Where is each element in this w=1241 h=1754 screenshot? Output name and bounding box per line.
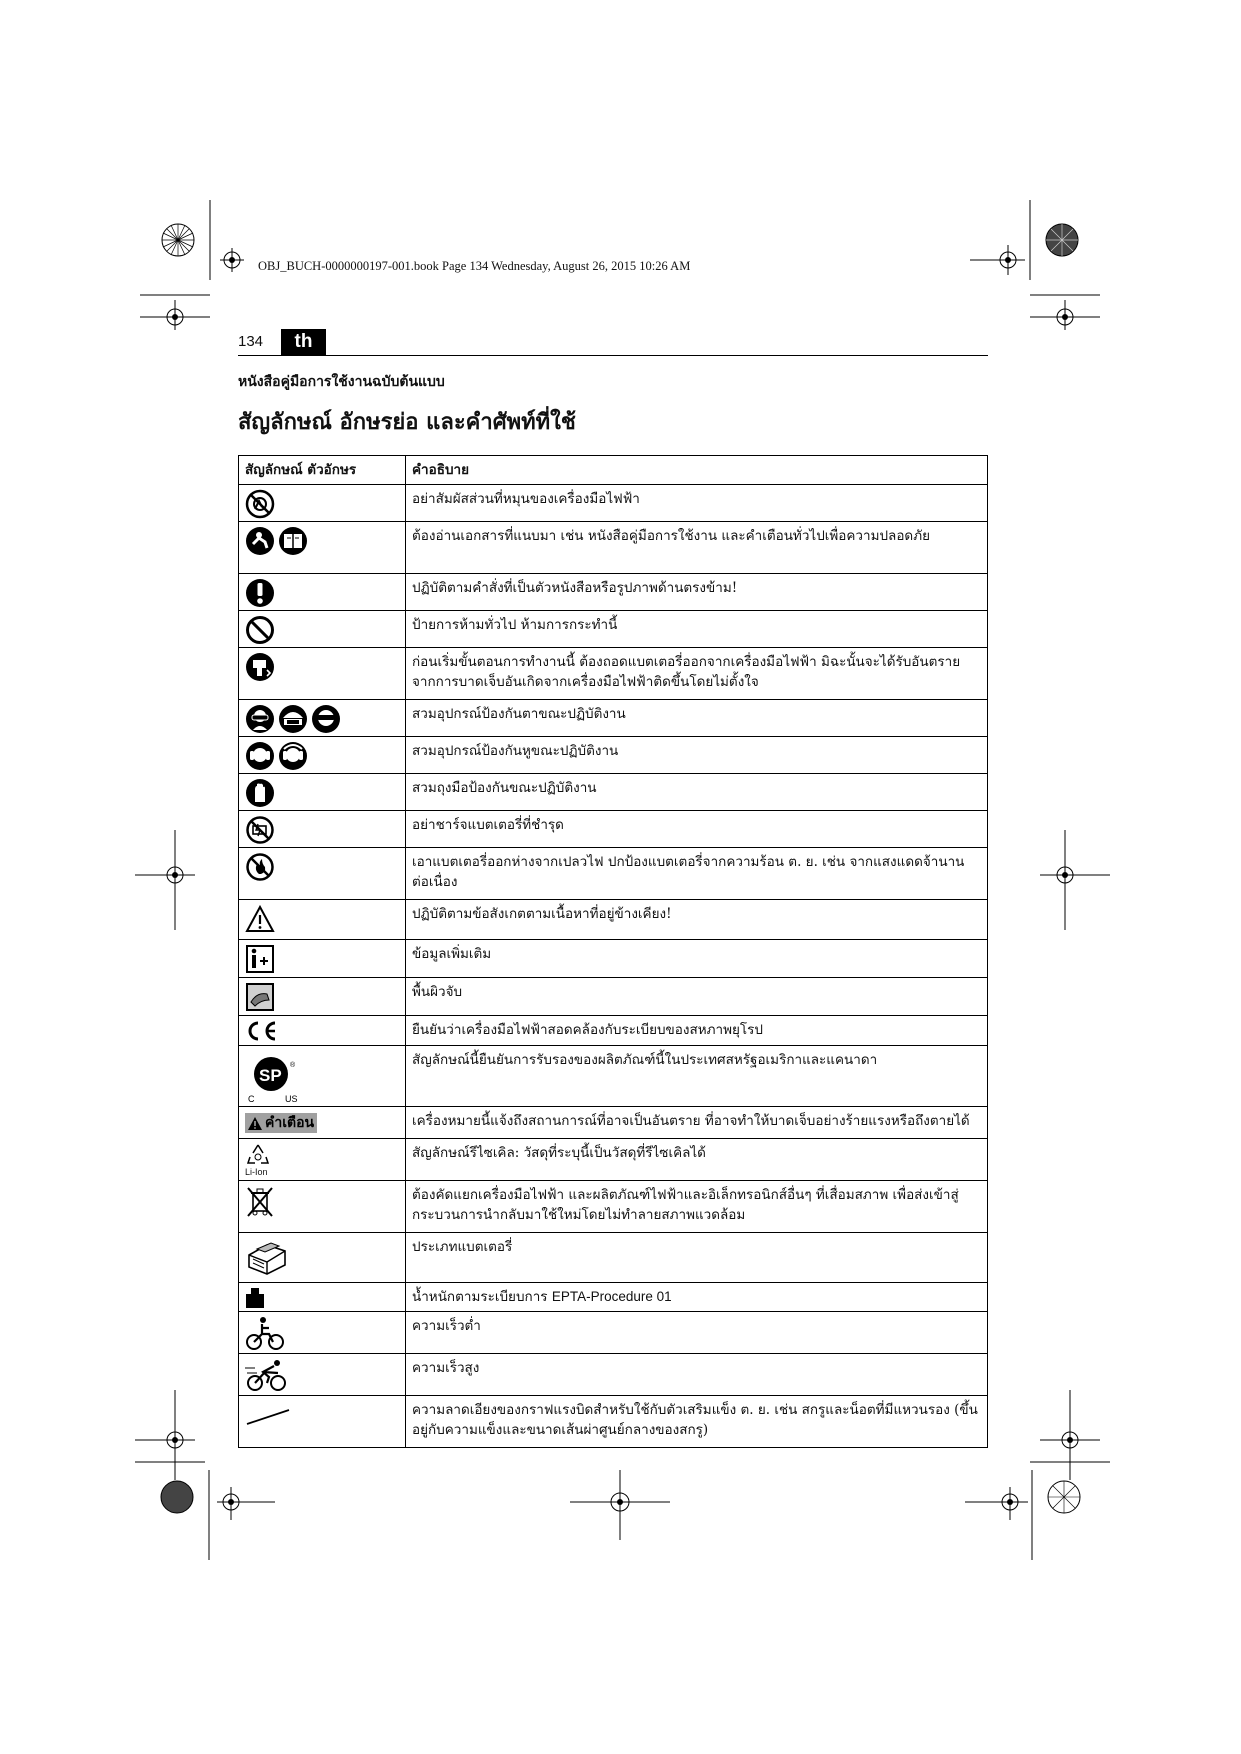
table-row [239,700,988,737]
ear-protection-icon [245,741,311,771]
table-header-row [239,456,988,485]
battery-heat-fire-icon [245,852,275,882]
table-row [239,848,988,900]
row-description [406,1282,988,1311]
row-description: สัญลักษณ์นี้ยืนยันการรับรองของผลิตภัณฑ์นี้ในประเทศสหรัฐอเมริกาและแคนาดา [406,1046,988,1107]
row-description: เครื่องหมายนี้แจ้งถึงสถานการณ์ที่อาจเป็นอันตราย ที่อาจทำให้บาดเจ็บอย่างร้ายแรงหรือถึงตายได้ [406,1107,988,1139]
svg-text:SP: SP [259,1066,282,1085]
symbols-table [238,455,988,1448]
svg-text:US: US [285,1094,298,1104]
page-number: 134 [238,333,264,350]
prohibition-icon [245,615,275,645]
table-row [239,1232,988,1282]
table-row [239,737,988,774]
weee-bin-icon [245,1185,275,1219]
table-row [239,648,988,700]
read-manual-icon [245,526,309,558]
warning-triangle-icon [245,904,275,934]
registration-mark-top-left [140,200,270,330]
table-row [239,485,988,522]
row-description: ปฏิบัติตามข้อสังเกตตามเนื้อหาที่อยู่ข้างเคียง! [406,900,988,940]
row-description: ความเร็วต่ำ [406,1311,988,1353]
row-description: ต้องอ่านเอกสารที่แนบมา เช่น หนังสือคู่มือการใช้งาน และคำเตือนทั่วไปเพื่อความปลอดภัย [406,522,988,574]
row-description: สัญลักษณ์รีไซเคิล: วัสดุที่ระบุนี้เป็นวัสดุที่รีไซเคิลได้ [406,1138,988,1180]
registration-mark-bottom-center [570,1470,670,1540]
table-row [239,1138,988,1180]
row-description: ป้ายการห้ามทั่วไป ห้ามการกระทำนี้ [406,611,988,648]
weight-desc-thai: น้ำหนักตามระเบียบการ [412,1288,552,1305]
row-description: อย่าชาร์จแบตเตอรี่ที่ชำรุด [406,811,988,848]
high-speed-icon [245,1358,289,1392]
row-description: ความลาดเอียงของกราฟแรงบิดสำหรับใช้กับตัวเสริมแข็ง ต. ย. เช่น สกรูและน็อตที่มีแหวนรอง (ขึ้นอยู่กับความแข็งและขนาดเส้นผ่าศูนย์กลางของสกรู) [406,1395,988,1447]
remove-battery-icon [245,652,275,682]
battery-pack-icon [245,1237,289,1277]
low-speed-icon [245,1316,285,1350]
table-row [239,574,988,611]
weight-desc-latin: EPTA-Procedure 01 [551,1288,672,1304]
table-row [239,811,988,848]
table-row [239,1180,988,1232]
svg-text:C: C [248,1094,255,1104]
ce-mark-icon [245,1020,279,1042]
row-description: ยืนยันว่าเครื่องมือไฟฟ้าสอดคล้องกับระเบียบของสหภาพยุโรป [406,1016,988,1046]
table-row [239,1016,988,1046]
row-description: ข้อมูลเพิ่มเติม [406,940,988,978]
soft-joint-curve-icon [245,1400,291,1430]
table-row [239,1311,988,1353]
header-symbol: สัญลักษณ์ ตัวอักษร [239,456,406,485]
grip-surface-icon [245,982,275,1012]
header-rule [238,355,988,356]
table-row [239,774,988,811]
warning-triangle-icon [248,1117,262,1130]
row-description: ต้องคัดแยกเครื่องมือไฟฟ้า และผลิตภัณฑ์ไฟฟ้าและอิเล็กทรอนิกส์อื่นๆ ที่เสื่อมสภาพ เพื่อส่งเข้าสู่กระบวนการนำกลับมาใช้ใหม่โดยไม่ทำลายสภาพแวดล้อม [406,1180,988,1232]
registration-mark-top-right [970,200,1100,330]
manual-note: หนังสือคู่มือการใช้งานฉบับต้นแบบ [238,374,445,390]
row-description: เอาแบตเตอรี่ออกห่างจากเปลวไฟ ปกป้องแบตเตอรี่จากความร้อน ต. ย. เช่น จากแสงแดดจ้านานต่อเนื่อง [406,848,988,900]
row-description: สวมอุปกรณ์ป้องกันหูขณะปฏิบัติงาน [406,737,988,774]
row-description: สวมถุงมือป้องกันขณะปฏิบัติงาน [406,774,988,811]
table-row [239,940,988,978]
warning-badge-label: คำเตือน [265,1115,315,1131]
table-row [239,1395,988,1447]
warning-badge [245,1113,317,1133]
registration-mark-mid-right [1040,830,1110,930]
section-title: สัญลักษณ์ อักษรย่อ และคำศัพท์ที่ใช้ [238,409,576,435]
table-row [239,1046,988,1107]
header-description: คำอธิบาย [406,456,988,485]
mandatory-icon [245,578,275,608]
no-charge-damaged-battery-icon [245,815,275,845]
eye-protection-icon [245,704,345,734]
recycle-li-ion-icon [245,1143,271,1167]
no-touch-rotating-icon [245,489,275,519]
language-tag: th [281,329,326,355]
row-description: อย่าสัมผัสส่วนที่หมุนของเครื่องมือไฟฟ้า [406,485,988,522]
table-row [239,1282,988,1311]
row-description: ก่อนเริ่มขั้นตอนการทำงานนี้ ต้องถอดแบตเตอรี่ออกจากเครื่องมือไฟฟ้า มิฉะนั้นจะได้รับอันตรายจากการบาดเจ็บอันเกิดจากเครื่องมือไฟฟ้าติดขึ้นโดยไม่ตั้งใจ [406,648,988,700]
table-row [239,978,988,1016]
registration-mark-mid-left [135,830,195,930]
svg-text:®: ® [290,1062,296,1069]
gloves-icon [245,778,275,808]
table-row [239,1107,988,1139]
table-row [239,1353,988,1395]
table-row [239,900,988,940]
row-description: สวมอุปกรณ์ป้องกันตาขณะปฏิบัติงาน [406,700,988,737]
row-description: ความเร็วสูง [406,1353,988,1395]
table-row [239,611,988,648]
row-description: ประเภทแบตเตอรี่ [406,1232,988,1282]
row-description: พื้นผิวจับ [406,978,988,1016]
print-header: OBJ_BUCH-0000000197-001.book Page 134 Wednesday, August 26, 2015 10:26 AM [258,259,691,273]
table-row [239,522,988,574]
csa-us-mark-icon [245,1050,305,1104]
info-plus-icon [245,944,275,974]
weight-icon [245,1287,265,1309]
li-ion-label: Li-Ion [245,1166,268,1177]
row-description: ปฏิบัติตามคำสั่งที่เป็นตัวหนังสือหรือรูปภาพด้านตรงข้าม! [406,574,988,611]
